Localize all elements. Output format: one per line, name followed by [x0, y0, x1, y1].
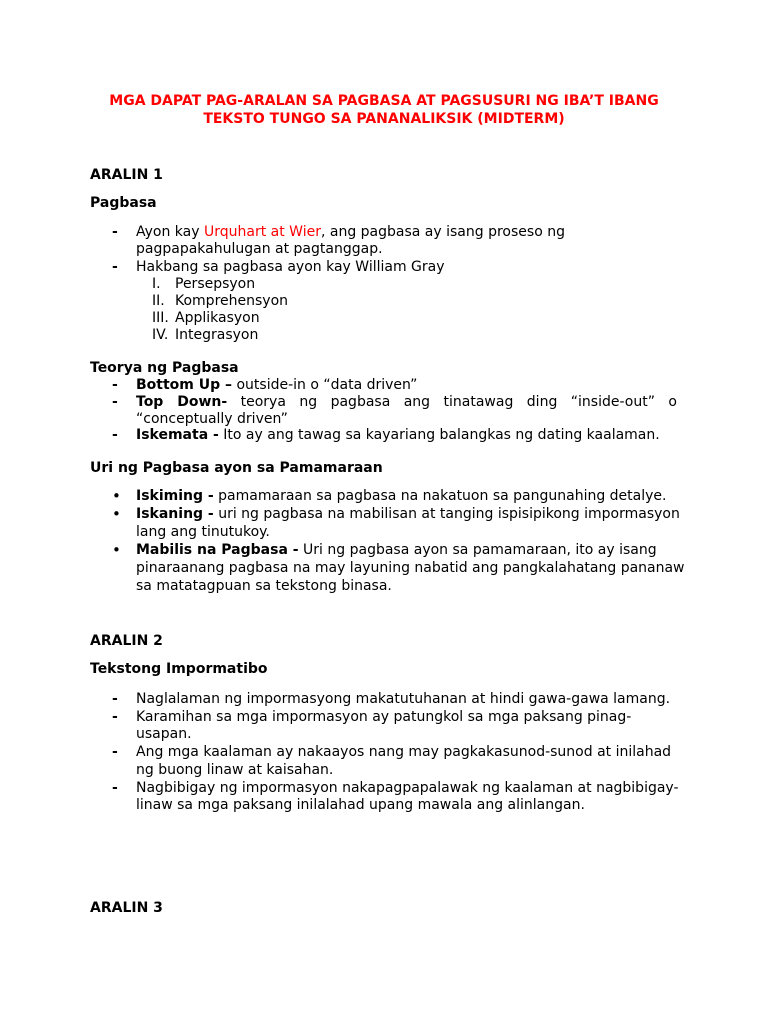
list-item [136, 542, 657, 559]
dash-marker: - [112, 224, 118, 240]
definition: pamamaraan sa pagbasa na nakatuon sa pangunahing detalye. [213, 488, 667, 504]
term: Iskemata - [136, 427, 219, 443]
author-highlight: Urquhart at Wier [203, 224, 321, 240]
item-text: Ayon kay [136, 224, 204, 240]
term: Mabilis na Pagbasa - [136, 542, 299, 558]
dash-marker: - [112, 691, 118, 707]
document-title-line-2: TEKSTO TUNGO SA PANANALIKSIK (MIDTERM) [203, 111, 565, 127]
term: Iskiming - [136, 488, 214, 504]
definition: outside-in o “data driven” [232, 377, 418, 393]
dash-marker: - [112, 377, 118, 393]
aralin3-heading: ARALIN 3 [90, 900, 163, 916]
step-number: II. [152, 293, 165, 309]
list-item-continuation: linaw sa mga paksang inilalahad upang mawala ang alinlangan. [136, 797, 585, 813]
bullet-marker: • [112, 505, 121, 523]
step-number: III. [152, 310, 169, 326]
definition: Uri ng pagbasa ayon sa pamamaraan, ito ay isang [298, 542, 657, 558]
list-item [136, 488, 666, 505]
document-title-line-1: MGA DAPAT PAG-ARALAN SA PAGBASA AT PAGSUSURI NG IBA’T IBANG [109, 93, 659, 109]
list-item-continuation: “conceptually driven” [136, 411, 288, 427]
list-item: Ang mga kaalaman ay nakaayos nang may pagkakasunod-sunod at inilahad [136, 744, 672, 760]
list-item: Karamihan sa mga impormasyon ay patungkol sa mga paksang pinag- [136, 709, 632, 725]
bullet-marker: • [112, 487, 121, 505]
list-item [136, 224, 565, 241]
aralin1-heading: ARALIN 1 [90, 167, 163, 183]
uri-heading: Uri ng Pagbasa ayon sa Pamamaraan [90, 460, 383, 476]
dash-marker: - [112, 709, 118, 725]
list-item-continuation: lang ang tinutukoy. [136, 524, 270, 540]
teorya-heading: Teorya ng Pagbasa [90, 360, 239, 376]
term: Bottom Up – [136, 377, 233, 393]
list-item-continuation: usapan. [136, 726, 192, 742]
list-item [136, 377, 417, 394]
list-item [136, 394, 677, 411]
step-number: IV. [152, 327, 169, 343]
term: Top Down- [136, 394, 228, 410]
list-item: Naglalaman ng impormasyong makatutuhanan at hindi gawa-gawa lamang. [136, 691, 671, 707]
dash-marker: - [112, 780, 118, 796]
list-item-continuation: pagpapakahulugan at pagtanggap. [136, 241, 383, 257]
aralin2-subheading: Tekstong Impormatibo [90, 661, 268, 677]
dash-marker: - [112, 394, 118, 410]
dash-marker: - [112, 259, 118, 275]
definition: teorya ng pagbasa ang tinatawag ding “inside-out” o [227, 394, 678, 410]
list-item: Hakbang sa pagbasa ayon kay William Gray [136, 259, 445, 275]
definition: Ito ay ang tawag sa kayariang balangkas ng dating kaalaman. [218, 427, 660, 443]
item-text: , ang pagbasa ay isang proseso ng [320, 224, 565, 240]
list-item-continuation: ng buong linaw at kaisahan. [136, 762, 334, 778]
step-text: Applikasyon [175, 310, 260, 326]
list-item-continuation: sa matatagpuan sa tekstong binasa. [136, 578, 392, 594]
bullet-marker: • [112, 541, 121, 559]
step-number: I. [152, 276, 161, 292]
step-text: Integrasyon [175, 327, 259, 343]
aralin1-subheading: Pagbasa [90, 195, 157, 211]
list-item: Nagbibigay ng impormasyon nakapagpapalawak ng kaalaman at nagbibigay- [136, 780, 679, 796]
term: Iskaning - [136, 506, 214, 522]
list-item [136, 506, 680, 523]
dash-marker: - [112, 427, 118, 443]
dash-marker: - [112, 744, 118, 760]
step-text: Persepsyon [175, 276, 256, 292]
list-item-continuation: pinaraanang pagbasa na may layuning nabatid ang pangkalahatang pananaw [136, 560, 685, 576]
step-text: Komprehensyon [175, 293, 289, 309]
aralin2-heading: ARALIN 2 [90, 633, 163, 649]
definition: uri ng pagbasa na mabilisan at tanging ispisipikong impormasyon [213, 506, 680, 522]
list-item [136, 427, 660, 444]
